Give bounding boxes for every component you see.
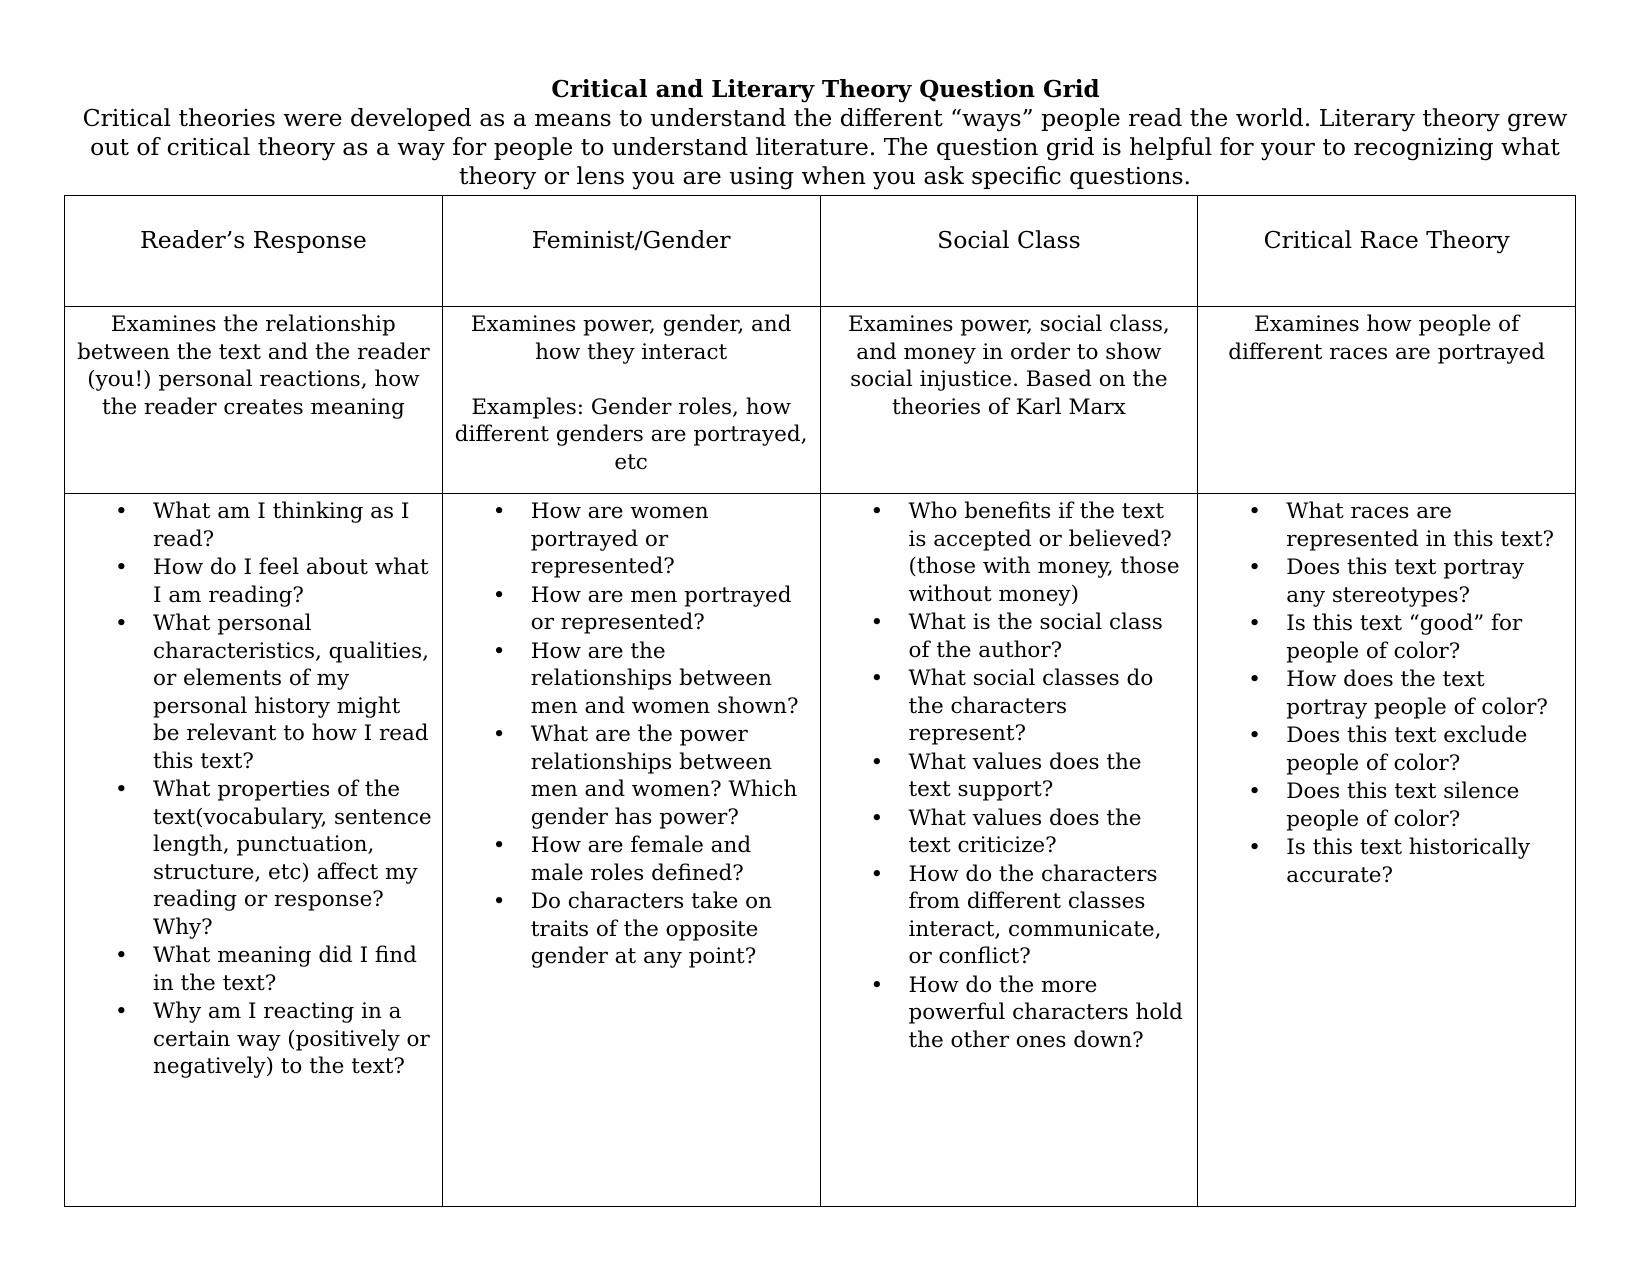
- bullet-icon: •: [492, 499, 506, 524]
- column-description: Examines power, gender, and how they interact: [470, 312, 792, 365]
- question-item: [1198, 722, 1565, 777]
- question-text: Do characters take on traits of the opposite gender at any point?: [530, 889, 772, 969]
- question-item: [1198, 610, 1565, 665]
- intro-paragraph: Critical theories were developed as a means to understand the different “ways” people read the world. Literary theory grew out of critical theory as a way for people to understand literature. The question grid is helpful for your to recognizing what theory or lens you are using when you ask specific questions.: [82, 104, 1568, 190]
- question-text: Does this text portray any stereotypes?: [1286, 555, 1525, 608]
- bullet-icon: •: [870, 749, 884, 775]
- description-cell-readers-response: [65, 307, 443, 494]
- column-description: Examines power, social class, and money in order to show social injustice. Based on the theories of Karl Marx: [847, 312, 1170, 420]
- question-item: [821, 609, 1188, 664]
- bullet-icon: •: [870, 666, 884, 691]
- question-item: [1198, 554, 1565, 609]
- question-text: Does this text exclude people of color?: [1286, 723, 1528, 776]
- bullet-icon: •: [870, 972, 884, 998]
- question-list: [821, 494, 1198, 1054]
- questions-cell-readers-response: [65, 494, 443, 1207]
- question-text: What personal characteristics, qualities, or elements of my personal history might be relevant to how I read this text?: [153, 611, 429, 774]
- question-text: How are the relationships between men and women shown?: [530, 638, 799, 719]
- bullet-icon: •: [492, 833, 506, 858]
- question-item: [1198, 778, 1565, 833]
- question-text: How do I feel about what I am reading?: [153, 555, 429, 608]
- question-item: [1198, 834, 1565, 889]
- question-text: Who benefits if the text is accepted or believed? (those with money, those without money): [908, 499, 1180, 607]
- question-item: [65, 942, 432, 997]
- question-text: What values does the text criticize?: [908, 805, 1142, 858]
- bullet-icon: •: [492, 722, 506, 747]
- bullet-icon: •: [1248, 667, 1261, 692]
- question-list: [1198, 494, 1575, 889]
- question-item: [821, 498, 1188, 608]
- bullet-icon: •: [492, 582, 506, 608]
- header-cell-feminist-gender: [442, 196, 820, 307]
- bullet-icon: •: [1248, 499, 1261, 524]
- question-text: What properties of the text(vocabulary, sentence length, punctuation, structure, etc) affect my reading or response? Why?: [153, 777, 432, 940]
- question-text: What meaning did I find in the text?: [153, 943, 417, 996]
- question-item: [443, 888, 810, 971]
- description-row: [65, 307, 1576, 494]
- question-text: What is the social class of the author?: [908, 610, 1163, 663]
- questions-row: [65, 494, 1576, 1207]
- question-item: [1198, 498, 1565, 553]
- column-header: Feminist/Gender: [531, 226, 731, 254]
- bullet-icon: •: [870, 610, 884, 635]
- question-text: What races are represented in this text?: [1286, 499, 1555, 552]
- questions-cell-social-class: [820, 494, 1198, 1207]
- column-description: Examines how people of different races are portrayed: [1228, 312, 1545, 365]
- question-item: [821, 805, 1188, 860]
- bullet-icon: •: [1248, 723, 1261, 748]
- question-item: [1198, 666, 1565, 721]
- header-cell-readers-response: [65, 196, 443, 307]
- question-text: What social classes do the characters represent?: [908, 666, 1154, 746]
- document-title: Critical and Literary Theory Question Grid: [551, 76, 1100, 103]
- question-item: [65, 776, 432, 941]
- question-item: [65, 498, 432, 553]
- column-description: Examines the relationship between the text and the reader (you!) personal reactions, how the reader creates meaning: [77, 312, 430, 420]
- bullet-icon: •: [1248, 555, 1261, 580]
- question-text: How does the text portray people of color?: [1286, 667, 1548, 720]
- question-item: [443, 582, 810, 637]
- question-item: [65, 610, 432, 775]
- question-item: [821, 972, 1188, 1055]
- header-cell-social-class: [820, 196, 1198, 307]
- question-item: [443, 498, 810, 581]
- bullet-icon: •: [492, 638, 506, 664]
- question-item: [65, 554, 432, 609]
- bullet-icon: •: [870, 499, 884, 524]
- bullet-icon: •: [115, 611, 128, 636]
- question-item: [443, 638, 810, 721]
- question-text: What are the power relationships between men and women? Which gender has power?: [530, 722, 798, 830]
- column-header: Reader’s Response: [140, 226, 367, 254]
- description-spacer: [443, 366, 820, 394]
- question-text: How are men portrayed or represented?: [530, 582, 792, 635]
- question-text: How do the characters from different classes interact, communicate, or conflict?: [908, 861, 1162, 969]
- question-text: Is this text historically accurate?: [1286, 835, 1531, 888]
- bullet-icon: •: [870, 805, 884, 831]
- bullet-icon: •: [492, 889, 506, 914]
- theory-question-grid: [64, 195, 1576, 1207]
- question-text: Is this text “good” for people of color?: [1286, 611, 1523, 664]
- bullet-icon: •: [1248, 779, 1261, 804]
- bullet-icon: •: [115, 999, 128, 1024]
- question-list: [443, 494, 820, 971]
- questions-cell-feminist-gender: [442, 494, 820, 1207]
- bullet-icon: •: [870, 861, 884, 887]
- bullet-icon: •: [1248, 611, 1261, 636]
- column-description-examples: Examples: Gender roles, how different genders are portrayed, etc: [454, 394, 808, 475]
- description-cell-feminist-gender: [442, 307, 820, 494]
- question-item: [443, 832, 810, 887]
- question-text: How are female and male roles defined?: [530, 833, 752, 886]
- header-cell-critical-race-theory: [1198, 196, 1576, 307]
- question-item: [443, 721, 810, 831]
- bullet-icon: •: [115, 943, 128, 968]
- question-text: What values does the text support?: [908, 749, 1142, 802]
- bullet-icon: •: [115, 499, 128, 524]
- question-item: [821, 861, 1188, 971]
- question-list: [65, 494, 442, 1081]
- bullet-icon: •: [115, 777, 128, 802]
- question-text: What am I thinking as I read?: [153, 499, 410, 552]
- header-row: [65, 196, 1576, 307]
- question-item: [821, 749, 1188, 804]
- question-text: How are women portrayed or represented?: [530, 499, 709, 579]
- question-text: Why am I reacting in a certain way (positively or negatively) to the text?: [153, 999, 430, 1079]
- question-text: Does this text silence people of color?: [1286, 779, 1520, 832]
- bullet-icon: •: [1248, 835, 1261, 860]
- column-header: Critical Race Theory: [1263, 226, 1510, 254]
- description-cell-critical-race-theory: [1198, 307, 1576, 494]
- bullet-icon: •: [115, 555, 128, 580]
- questions-cell-critical-race-theory: [1198, 494, 1576, 1207]
- question-item: [821, 665, 1188, 748]
- question-text: How do the more powerful characters hold the other ones down?: [908, 972, 1183, 1053]
- description-cell-social-class: [820, 307, 1198, 494]
- question-item: [65, 998, 432, 1081]
- column-header: Social Class: [937, 226, 1081, 254]
